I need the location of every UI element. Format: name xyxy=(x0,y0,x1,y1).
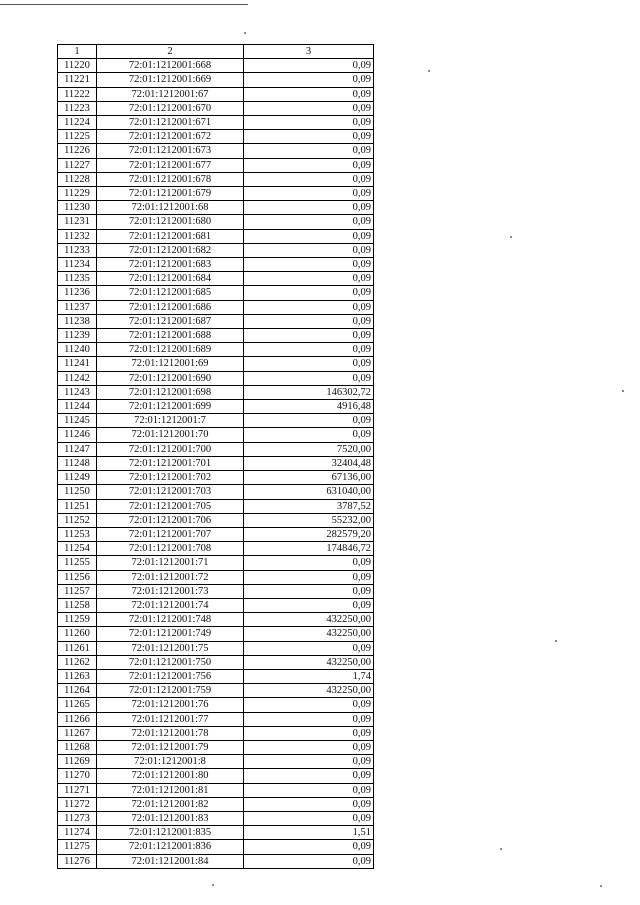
value-cell: 0,09 xyxy=(244,229,374,243)
value-cell: 0,09 xyxy=(244,144,374,158)
row-number-cell: 11256 xyxy=(58,570,97,584)
value-cell: 0,09 xyxy=(244,840,374,854)
cadastral-number-cell: 72:01:1212001:702 xyxy=(97,471,244,485)
value-cell: 1,74 xyxy=(244,669,374,683)
table-row xyxy=(58,87,374,101)
cadastral-number-cell: 72:01:1212001:84 xyxy=(97,854,244,868)
row-number-cell: 11235 xyxy=(58,272,97,286)
value-cell: 0,09 xyxy=(244,87,374,101)
column-header-1: 1 xyxy=(58,45,97,59)
row-number-cell: 11260 xyxy=(58,627,97,641)
cadastral-number-cell: 72:01:1212001:76 xyxy=(97,698,244,712)
cadastral-number-cell: 72:01:1212001:686 xyxy=(97,300,244,314)
table-row xyxy=(58,385,374,399)
cadastral-number-cell: 72:01:1212001:77 xyxy=(97,712,244,726)
row-number-cell: 11270 xyxy=(58,769,97,783)
row-number-cell: 11236 xyxy=(58,286,97,300)
value-cell: 3787,52 xyxy=(244,499,374,513)
cadastral-number-cell: 72:01:1212001:688 xyxy=(97,329,244,343)
table-row xyxy=(58,783,374,797)
cadastral-number-cell: 72:01:1212001:680 xyxy=(97,215,244,229)
row-number-cell: 11273 xyxy=(58,811,97,825)
table-row xyxy=(58,286,374,300)
value-cell: 432250,00 xyxy=(244,627,374,641)
table-row xyxy=(58,243,374,257)
cadastral-table xyxy=(57,44,374,869)
value-cell: 0,09 xyxy=(244,811,374,825)
row-number-cell: 11274 xyxy=(58,826,97,840)
cadastral-number-cell: 72:01:1212001:679 xyxy=(97,187,244,201)
table-row xyxy=(58,130,374,144)
cadastral-number-cell: 72:01:1212001:669 xyxy=(97,73,244,87)
table-row xyxy=(58,570,374,584)
value-cell: 432250,00 xyxy=(244,655,374,669)
row-number-cell: 11241 xyxy=(58,357,97,371)
row-number-cell: 11234 xyxy=(58,258,97,272)
cadastral-number-cell: 72:01:1212001:677 xyxy=(97,158,244,172)
table-row xyxy=(58,428,374,442)
table-row xyxy=(58,655,374,669)
value-cell: 0,09 xyxy=(244,698,374,712)
table-row xyxy=(58,73,374,87)
table-row xyxy=(58,613,374,627)
row-number-cell: 11268 xyxy=(58,740,97,754)
value-cell: 0,09 xyxy=(244,641,374,655)
value-cell: 4916,48 xyxy=(244,400,374,414)
row-number-cell: 11233 xyxy=(58,243,97,257)
table-row xyxy=(58,811,374,825)
table-row xyxy=(58,414,374,428)
scan-speck xyxy=(428,70,430,72)
value-cell: 0,09 xyxy=(244,300,374,314)
table-row xyxy=(58,627,374,641)
row-number-cell: 11248 xyxy=(58,456,97,470)
value-cell: 1,51 xyxy=(244,826,374,840)
cadastral-number-cell: 72:01:1212001:683 xyxy=(97,258,244,272)
table-row xyxy=(58,357,374,371)
row-number-cell: 11266 xyxy=(58,712,97,726)
table-row xyxy=(58,726,374,740)
table-row xyxy=(58,712,374,726)
value-cell: 0,09 xyxy=(244,286,374,300)
value-cell: 0,09 xyxy=(244,329,374,343)
value-cell: 0,09 xyxy=(244,158,374,172)
value-cell: 0,09 xyxy=(244,428,374,442)
row-number-cell: 11230 xyxy=(58,201,97,215)
cadastral-number-cell: 72:01:1212001:67 xyxy=(97,87,244,101)
row-number-cell: 11232 xyxy=(58,229,97,243)
cadastral-number-cell: 72:01:1212001:7 xyxy=(97,414,244,428)
cadastral-number-cell: 72:01:1212001:73 xyxy=(97,584,244,598)
cadastral-number-cell: 72:01:1212001:684 xyxy=(97,272,244,286)
cadastral-number-cell: 72:01:1212001:749 xyxy=(97,627,244,641)
cadastral-number-cell: 72:01:1212001:699 xyxy=(97,400,244,414)
row-number-cell: 11221 xyxy=(58,73,97,87)
row-number-cell: 11220 xyxy=(58,59,97,73)
value-cell: 631040,00 xyxy=(244,485,374,499)
row-number-cell: 11246 xyxy=(58,428,97,442)
scan-speck xyxy=(212,884,214,886)
cadastral-number-cell: 72:01:1212001:681 xyxy=(97,229,244,243)
cadastral-number-cell: 72:01:1212001:703 xyxy=(97,485,244,499)
cadastral-number-cell: 72:01:1212001:83 xyxy=(97,811,244,825)
row-number-cell: 11252 xyxy=(58,513,97,527)
row-number-cell: 11265 xyxy=(58,698,97,712)
row-number-cell: 11243 xyxy=(58,385,97,399)
row-number-cell: 11231 xyxy=(58,215,97,229)
row-number-cell: 11237 xyxy=(58,300,97,314)
table-row xyxy=(58,400,374,414)
table-row xyxy=(58,641,374,655)
cadastral-number-cell: 72:01:1212001:756 xyxy=(97,669,244,683)
row-number-cell: 11269 xyxy=(58,755,97,769)
value-cell: 0,09 xyxy=(244,73,374,87)
table-row xyxy=(58,513,374,527)
table-row xyxy=(58,584,374,598)
row-number-cell: 11225 xyxy=(58,130,97,144)
table-row xyxy=(58,229,374,243)
table-row xyxy=(58,797,374,811)
value-cell: 55232,00 xyxy=(244,513,374,527)
table-row xyxy=(58,172,374,186)
scan-speck xyxy=(622,390,624,392)
cadastral-number-cell: 72:01:1212001:79 xyxy=(97,740,244,754)
value-cell: 174846,72 xyxy=(244,542,374,556)
value-cell: 0,09 xyxy=(244,570,374,584)
scan-speck xyxy=(510,236,512,238)
cadastral-number-cell: 72:01:1212001:8 xyxy=(97,755,244,769)
table-row xyxy=(58,158,374,172)
table-row xyxy=(58,329,374,343)
cadastral-number-cell: 72:01:1212001:835 xyxy=(97,826,244,840)
table-row xyxy=(58,201,374,215)
table-row xyxy=(58,343,374,357)
cadastral-number-cell: 72:01:1212001:71 xyxy=(97,556,244,570)
row-number-cell: 11253 xyxy=(58,527,97,541)
row-number-cell: 11255 xyxy=(58,556,97,570)
cadastral-number-cell: 72:01:1212001:682 xyxy=(97,243,244,257)
table-body xyxy=(58,59,374,869)
value-cell: 0,09 xyxy=(244,371,374,385)
row-number-cell: 11250 xyxy=(58,485,97,499)
table-row xyxy=(58,59,374,73)
cadastral-number-cell: 72:01:1212001:698 xyxy=(97,385,244,399)
cadastral-number-cell: 72:01:1212001:707 xyxy=(97,527,244,541)
value-cell: 0,09 xyxy=(244,243,374,257)
value-cell: 0,09 xyxy=(244,584,374,598)
value-cell: 146302,72 xyxy=(244,385,374,399)
value-cell: 0,09 xyxy=(244,172,374,186)
page-top-rule xyxy=(0,4,248,5)
cadastral-number-cell: 72:01:1212001:70 xyxy=(97,428,244,442)
value-cell: 0,09 xyxy=(244,598,374,612)
value-cell: 0,09 xyxy=(244,258,374,272)
scan-speck xyxy=(600,885,602,887)
value-cell: 0,09 xyxy=(244,130,374,144)
row-number-cell: 11275 xyxy=(58,840,97,854)
row-number-cell: 11271 xyxy=(58,783,97,797)
cadastral-number-cell: 72:01:1212001:81 xyxy=(97,783,244,797)
column-header-2: 2 xyxy=(97,45,244,59)
table-row xyxy=(58,272,374,286)
table-row xyxy=(58,371,374,385)
cadastral-number-cell: 72:01:1212001:672 xyxy=(97,130,244,144)
row-number-cell: 11254 xyxy=(58,542,97,556)
value-cell: 0,09 xyxy=(244,187,374,201)
value-cell: 0,09 xyxy=(244,414,374,428)
cadastral-number-cell: 72:01:1212001:689 xyxy=(97,343,244,357)
cadastral-number-cell: 72:01:1212001:750 xyxy=(97,655,244,669)
table-row xyxy=(58,499,374,513)
table-row xyxy=(58,144,374,158)
row-number-cell: 11239 xyxy=(58,329,97,343)
table-row xyxy=(58,556,374,570)
value-cell: 0,09 xyxy=(244,726,374,740)
value-cell: 0,09 xyxy=(244,783,374,797)
table-row xyxy=(58,826,374,840)
value-cell: 0,09 xyxy=(244,797,374,811)
row-number-cell: 11272 xyxy=(58,797,97,811)
cadastral-number-cell: 72:01:1212001:748 xyxy=(97,613,244,627)
table-row xyxy=(58,840,374,854)
table-row xyxy=(58,769,374,783)
cadastral-number-cell: 72:01:1212001:708 xyxy=(97,542,244,556)
value-cell: 282579,20 xyxy=(244,527,374,541)
row-number-cell: 11226 xyxy=(58,144,97,158)
row-number-cell: 11247 xyxy=(58,442,97,456)
table-row xyxy=(58,187,374,201)
cadastral-number-cell: 72:01:1212001:705 xyxy=(97,499,244,513)
value-cell: 32404,48 xyxy=(244,456,374,470)
table-row xyxy=(58,101,374,115)
cadastral-number-cell: 72:01:1212001:80 xyxy=(97,769,244,783)
table-row xyxy=(58,684,374,698)
row-number-cell: 11228 xyxy=(58,172,97,186)
table-row xyxy=(58,300,374,314)
cadastral-number-cell: 72:01:1212001:72 xyxy=(97,570,244,584)
value-cell: 0,09 xyxy=(244,272,374,286)
cadastral-number-cell: 72:01:1212001:701 xyxy=(97,456,244,470)
row-number-cell: 11251 xyxy=(58,499,97,513)
scan-speck xyxy=(555,640,557,642)
cadastral-number-cell: 72:01:1212001:670 xyxy=(97,101,244,115)
value-cell: 0,09 xyxy=(244,116,374,130)
cadastral-number-cell: 72:01:1212001:836 xyxy=(97,840,244,854)
row-number-cell: 11238 xyxy=(58,314,97,328)
value-cell: 0,09 xyxy=(244,769,374,783)
row-number-cell: 11240 xyxy=(58,343,97,357)
value-cell: 0,09 xyxy=(244,215,374,229)
value-cell: 0,09 xyxy=(244,854,374,868)
row-number-cell: 11267 xyxy=(58,726,97,740)
row-number-cell: 11276 xyxy=(58,854,97,868)
row-number-cell: 11257 xyxy=(58,584,97,598)
value-cell: 0,09 xyxy=(244,712,374,726)
table-row xyxy=(58,542,374,556)
table-row xyxy=(58,698,374,712)
scan-speck xyxy=(500,848,502,850)
value-cell: 0,09 xyxy=(244,101,374,115)
row-number-cell: 11264 xyxy=(58,684,97,698)
table-row xyxy=(58,116,374,130)
scan-speck xyxy=(244,32,246,34)
row-number-cell: 11224 xyxy=(58,116,97,130)
table-row xyxy=(58,442,374,456)
cadastral-number-cell: 72:01:1212001:68 xyxy=(97,201,244,215)
value-cell: 7520,00 xyxy=(244,442,374,456)
row-number-cell: 11223 xyxy=(58,101,97,115)
cadastral-number-cell: 72:01:1212001:69 xyxy=(97,357,244,371)
cadastral-number-cell: 72:01:1212001:759 xyxy=(97,684,244,698)
table-row xyxy=(58,755,374,769)
table-row xyxy=(58,471,374,485)
row-number-cell: 11222 xyxy=(58,87,97,101)
value-cell: 0,09 xyxy=(244,59,374,73)
value-cell: 0,09 xyxy=(244,314,374,328)
table-row xyxy=(58,669,374,683)
value-cell: 432250,00 xyxy=(244,613,374,627)
cadastral-number-cell: 72:01:1212001:687 xyxy=(97,314,244,328)
table-row xyxy=(58,854,374,868)
table-row xyxy=(58,215,374,229)
row-number-cell: 11262 xyxy=(58,655,97,669)
value-cell: 67136,00 xyxy=(244,471,374,485)
row-number-cell: 11258 xyxy=(58,598,97,612)
value-cell: 0,09 xyxy=(244,556,374,570)
cadastral-number-cell: 72:01:1212001:690 xyxy=(97,371,244,385)
cadastral-number-cell: 72:01:1212001:706 xyxy=(97,513,244,527)
column-header-3: 3 xyxy=(244,45,374,59)
cadastral-number-cell: 72:01:1212001:75 xyxy=(97,641,244,655)
table-row xyxy=(58,456,374,470)
cadastral-number-cell: 72:01:1212001:671 xyxy=(97,116,244,130)
value-cell: 0,09 xyxy=(244,740,374,754)
cadastral-number-cell: 72:01:1212001:700 xyxy=(97,442,244,456)
cadastral-number-cell: 72:01:1212001:685 xyxy=(97,286,244,300)
value-cell: 0,09 xyxy=(244,357,374,371)
value-cell: 0,09 xyxy=(244,201,374,215)
row-number-cell: 11244 xyxy=(58,400,97,414)
cadastral-number-cell: 72:01:1212001:668 xyxy=(97,59,244,73)
row-number-cell: 11242 xyxy=(58,371,97,385)
row-number-cell: 11261 xyxy=(58,641,97,655)
row-number-cell: 11249 xyxy=(58,471,97,485)
cadastral-number-cell: 72:01:1212001:673 xyxy=(97,144,244,158)
value-cell: 432250,00 xyxy=(244,684,374,698)
table-row xyxy=(58,485,374,499)
cadastral-number-cell: 72:01:1212001:74 xyxy=(97,598,244,612)
value-cell: 0,09 xyxy=(244,755,374,769)
row-number-cell: 11259 xyxy=(58,613,97,627)
value-cell: 0,09 xyxy=(244,343,374,357)
cadastral-number-cell: 72:01:1212001:78 xyxy=(97,726,244,740)
table-row xyxy=(58,527,374,541)
table-row xyxy=(58,598,374,612)
row-number-cell: 11229 xyxy=(58,187,97,201)
row-number-cell: 11263 xyxy=(58,669,97,683)
row-number-cell: 11245 xyxy=(58,414,97,428)
cadastral-number-cell: 72:01:1212001:678 xyxy=(97,172,244,186)
row-number-cell: 11227 xyxy=(58,158,97,172)
table-row xyxy=(58,314,374,328)
cadastral-number-cell: 72:01:1212001:82 xyxy=(97,797,244,811)
table-row xyxy=(58,740,374,754)
table-header-row xyxy=(58,45,374,59)
table-row xyxy=(58,258,374,272)
